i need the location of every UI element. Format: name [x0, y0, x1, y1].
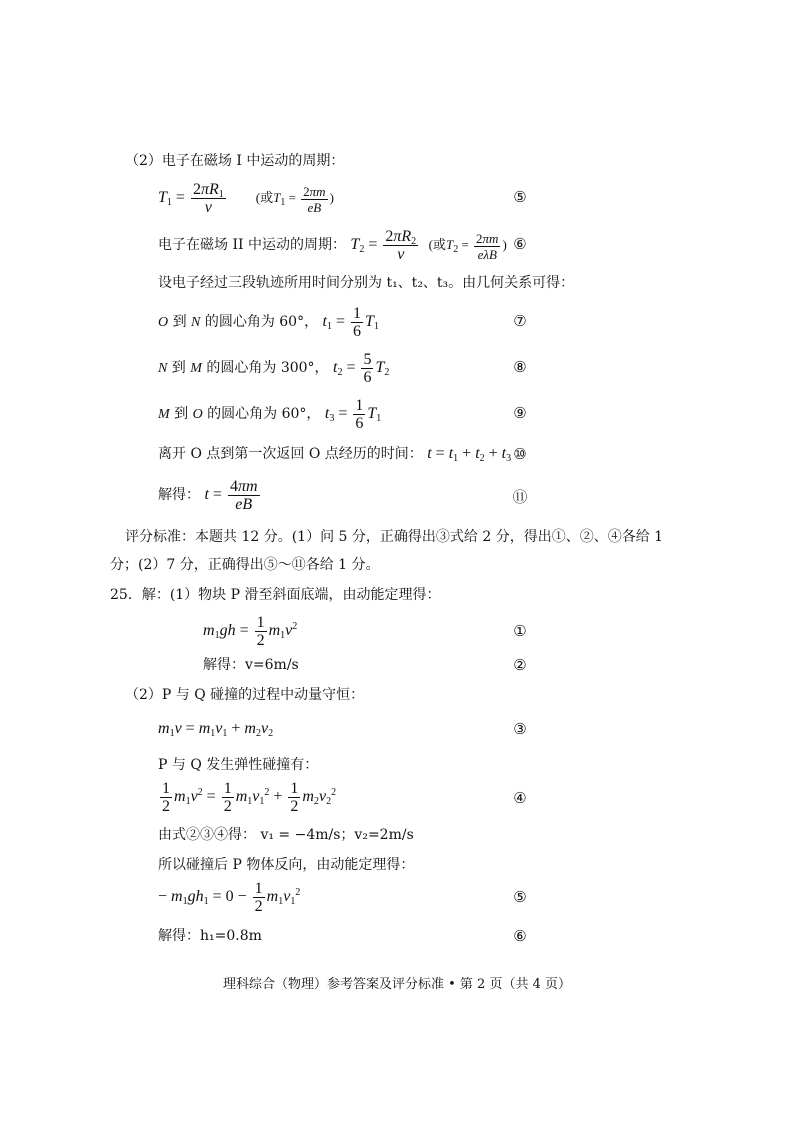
q25-v1-value: v₁ = −4m/s；v₂=2m/s: [260, 827, 414, 843]
angle-ON-text: 的圆心角为 60°，: [204, 314, 319, 331]
formula-t-result: 解得： t = $\frac{4\pi m}{eB}$: [158, 478, 258, 513]
formula-T2-note: (或: [428, 237, 446, 253]
eq-tag-q25-3: ③: [513, 720, 527, 738]
formula-t-total: 离开 O 点到第一次返回 O 点经历的时间： $t = t_1 + t_2 + t_3$: [158, 445, 512, 464]
eq-tag-q25-6: ⑥: [513, 927, 527, 945]
q25-heading: 25．解：(1）物块 P 滑至斜面底端，由动能定理得：: [110, 587, 441, 603]
formula-T1: $T_1$ = $\frac{2\pi R_1}{v}$ (或$T_1$ = $\frac{2\pi m}{eB}$ ): [158, 181, 334, 216]
part2-heading: （2）电子在磁场 I 中运动的周期：: [125, 153, 345, 169]
part2-field2-text: 电子在磁场 II 中运动的周期：: [158, 237, 346, 254]
formula-T1-note: (或: [255, 190, 274, 206]
q25-rebound-text: 所以碰撞后 P 物体反向，由动能定理得：: [158, 857, 415, 873]
q25-elastic-text: P 与 Q 发生弹性碰撞有：: [158, 757, 319, 773]
eq-tag-6: ⑥: [513, 235, 527, 253]
angle-MO-text: 的圆心角为 60°，: [207, 406, 321, 423]
eq-tag-10: ⑩: [513, 445, 527, 463]
eq-tag-q25-4: ④: [513, 789, 527, 807]
q25-h1-value: 解得：h₁=0.8m: [158, 928, 262, 944]
formula-energy-2: − $m_1gh_1 = 0$ − $\frac{1}{2}$ $m_1v_1^2$: [158, 880, 301, 915]
eq-tag-q25-5: ⑤: [513, 888, 527, 906]
angle-NM-text: 的圆心角为 300°，: [206, 360, 329, 377]
formula-t3: M 到 O 的圆心角为 60°， $t_3$ = $\frac{1}{6}$ $T_1$: [158, 397, 382, 432]
eq-tag-q25-2: ②: [513, 656, 527, 674]
return-text: 离开 O 点到第一次返回 O 点经历的时间：: [158, 446, 423, 462]
page-footer: 理科综合（物理）参考答案及评分标准 • 第 2 页（共 4 页）: [222, 977, 571, 992]
formula-t2: N 到 M 的圆心角为 300°， $t_2$ = $\frac{5}{6}$ $T_2$: [158, 351, 390, 386]
eq-tag-5: ⑤: [513, 188, 527, 206]
q25-velocities: [158, 826, 414, 844]
eq-tag-q25-1: ①: [513, 622, 527, 640]
solve-label: 解得：: [158, 487, 200, 504]
grading-line-2: 分；(2）7 分，正确得出⑤～⑪各给 1 分。: [110, 557, 380, 573]
formula-T2: 电子在磁场 II 中运动的周期： $T_2$ = $\frac{2\pi R_2}{v}$ (或$T_2$ = $\frac{2\pi m}{\text{eλB}}$ ): [158, 228, 507, 263]
formula-energy-1: $m_1gh$ = $\frac{1}{2}$ $m_1v^2$: [203, 614, 298, 649]
formula-energy-conservation: $\frac{1}{2}$ $m_1v^2$ = $\frac{1}{2}$ $m_1v_1^2$ + $\frac{1}{2}$ $m_2v_2^2$: [162, 780, 337, 815]
part2-times-text: 设电子经过三段轨迹所用时间分别为 t₁、t₂、t₃。由几何关系可得：: [158, 275, 575, 291]
eq-tag-7: ⑦: [513, 312, 527, 330]
eq-tag-11: ⑪: [512, 488, 528, 506]
q25-solve-v: 解得：v=6m/s: [203, 657, 299, 673]
grading-line-1: 评分标准：本题共 12 分。(1）问 5 分，正确得出③式给 2 分，得出①、②、④各给 1: [125, 529, 664, 545]
eq-tag-9: ⑨: [513, 404, 527, 422]
eq-tag-8: ⑧: [513, 358, 527, 376]
q25-from-eqs: 由式②③④得：: [158, 827, 256, 843]
formula-momentum: $m_1v = m_1v_1 + m_2v_2$: [158, 720, 274, 739]
formula-t1: O 到 N 的圆心角为 60°， $t_1$ = $\frac{1}{6}$ $T_1$: [158, 305, 379, 340]
q25-part2-heading: （2）P 与 Q 碰撞的过程中动量守恒：: [125, 687, 365, 703]
